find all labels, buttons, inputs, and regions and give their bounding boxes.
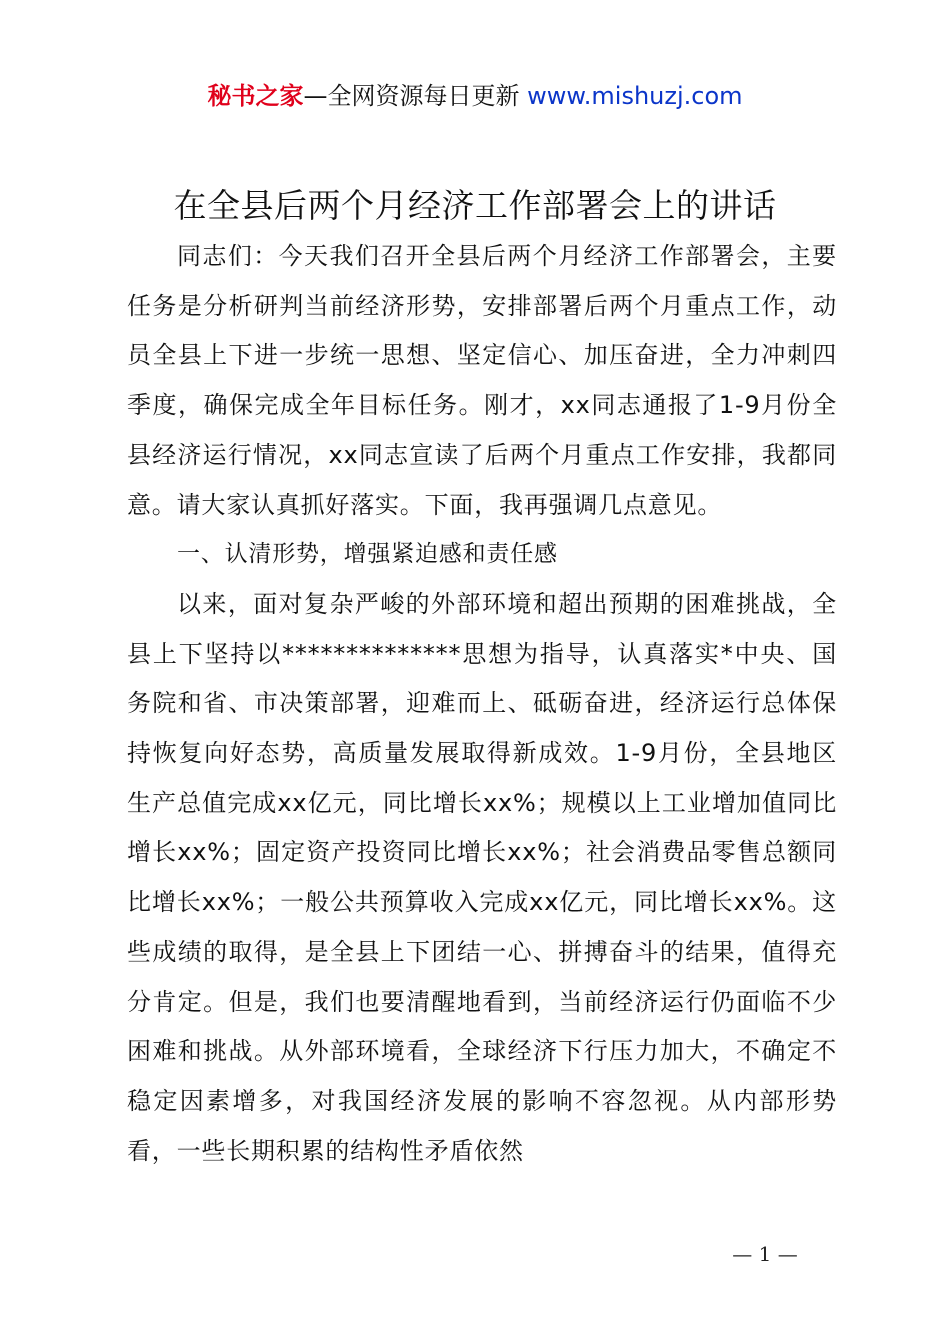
site-url-link[interactable]: www.mishuzj.com (527, 82, 743, 110)
document-title: 在全县后两个月经济工作部署会上的讲话 (173, 186, 777, 225)
paragraph-situation: 以来，面对复杂严峻的外部环境和超出预期的困难挑战，全县上下坚持以**************思想为指导，认真落实*中央、国务院和省、市决策部署，迎难而上、砥砺奋进，经济运行总体保持恢复向好态势，高质量发展取得新成效。1-9月份，全县地区生产总值完成xx亿元，同比增长xx%；规模以上工业增加值同比增长xx%；固定资产投资同比增长xx%；社会消费品零售总额同比增长xx%；一般公共预算收入完成xx亿元，同比增长xx%。这些成绩的取得，是全县上下团结一心、拼搏奋斗的结果，值得充分肯定。但是，我们也要清醒地看到，当前经济运行仍面临不少困难和挑战。从外部环境看，全球经济下行压力加大，不确定不稳定因素增多，对我国经济发展的影响不容忽视。从内部形势看，一些长期积累的结构性矛盾依然 (127, 589, 837, 1165)
site-header (0, 80, 950, 112)
section-heading-1: 一、认清形势，增强紧迫感和责任感 (177, 541, 558, 568)
site-brand: 秘书之家 (207, 82, 304, 110)
page-number: — 1 — (732, 1242, 798, 1266)
site-tagline: —全网资源每日更新 (303, 82, 520, 110)
document-body (127, 232, 837, 1176)
paragraph-opening: 同志们：今天我们召开全县后两个月经济工作部署会，主要任务是分析研判当前经济形势，安排部署后两个月重点工作，动员全县上下进一步统一思想、坚定信心、加压奋进，全力冲刺四季度，确保完成全年目标任务。刚才，xx同志通报了1-9月份全县经济运行情况，xx同志宣读了后两个月重点工作安排，我都同意。请大家认真抓好落实。下面，我再强调几点意见。 (127, 242, 837, 519)
